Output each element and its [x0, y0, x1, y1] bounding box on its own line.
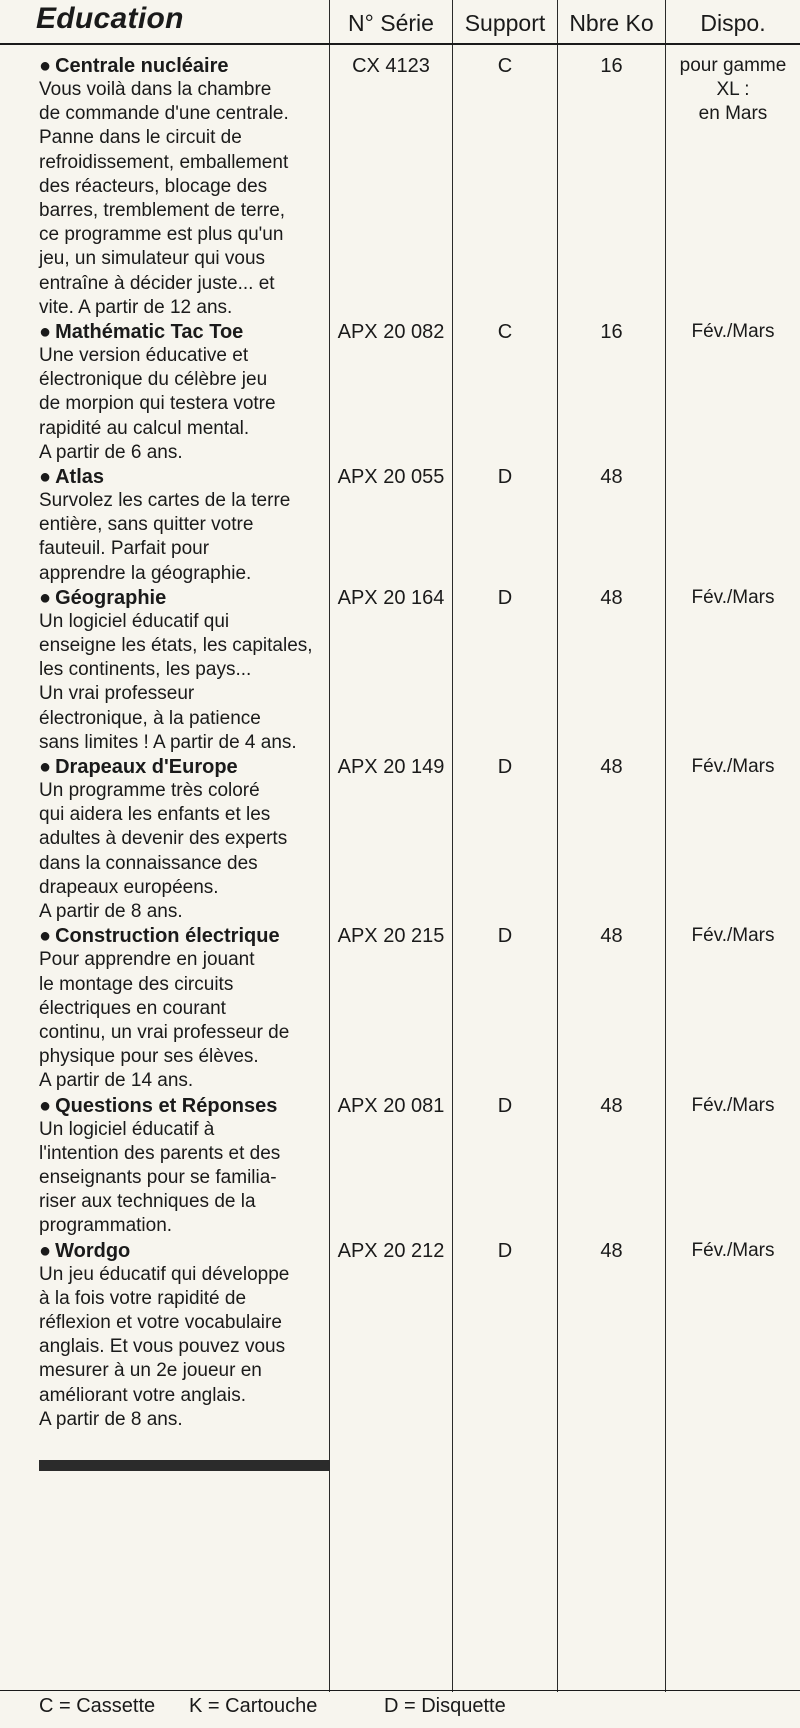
description-line: le montage des circuits: [39, 973, 234, 995]
description-line: Un jeu éducatif qui développe: [39, 1263, 290, 1285]
description-line: physique pour ses élèves.: [39, 1046, 259, 1068]
item-title-text: Drapeaux d'Europe: [55, 756, 238, 779]
dispo-cell: [666, 1239, 800, 1263]
item-description: [39, 948, 329, 1093]
column-rule: [665, 0, 666, 1692]
dispo-cell: [666, 924, 800, 948]
item-title-text: Mathématic Tac Toe: [55, 321, 244, 344]
description-line: Pour apprendre en jouant: [39, 949, 255, 971]
description-line: améliorant votre anglais.: [39, 1384, 246, 1406]
description-line: l'intention des parents et des: [39, 1142, 281, 1164]
description-line: qui aidera les enfants et les: [39, 804, 271, 826]
description-line: électriques en courant: [39, 997, 226, 1019]
description-line: Un logiciel éducatif qui: [39, 610, 230, 632]
item-title: [39, 755, 329, 779]
nbre-ko-cell: 48: [600, 1095, 623, 1117]
item-title-text: Géographie: [55, 586, 167, 609]
end-bar: [39, 1460, 329, 1471]
list-item: [39, 1094, 329, 1239]
nbre-ko-cell: 16: [600, 55, 623, 77]
dispo-line: Fév./Mars: [691, 321, 775, 342]
dispo-cell: [666, 54, 800, 126]
dispo-cell: [666, 755, 800, 779]
bullet-icon: ●: [39, 321, 52, 344]
description-line: électronique, à la patience: [39, 707, 261, 729]
description-line: enseigne les états, les capitales,: [39, 635, 313, 657]
description-line: ce programme est plus qu'un: [39, 224, 284, 246]
column-header-nbre-ko: Nbre Ko: [569, 10, 654, 36]
description-line: de morpion qui testera votre: [39, 393, 276, 415]
description-line: jeu, un simulateur qui vous: [39, 248, 266, 270]
description-line: drapeaux européens.: [39, 876, 219, 898]
legend-cartouche: K = Cartouche: [189, 1695, 318, 1717]
item-title-text: Atlas: [55, 466, 104, 489]
description-line: enseignants pour se familia-: [39, 1166, 277, 1188]
dispo-line: Fév./Mars: [691, 1095, 775, 1116]
description-line: entraîne à décider juste... et: [39, 272, 275, 294]
dispo-line: Fév./Mars: [691, 925, 775, 946]
description-column: [39, 54, 329, 1432]
serie-cell: APX 20 055: [337, 466, 445, 488]
item-title: [39, 1094, 329, 1118]
description-line: Une version éducative et: [39, 345, 249, 367]
description-line: programmation.: [39, 1215, 173, 1237]
support-cell: D: [497, 1240, 513, 1262]
serie-cell: APX 20 149: [337, 756, 445, 778]
column-header-support: Support: [464, 10, 546, 36]
dispo-line: Fév./Mars: [691, 756, 775, 777]
list-item: [39, 54, 329, 320]
bullet-icon: ●: [39, 1094, 52, 1117]
description-line: des réacteurs, blocage des: [39, 175, 268, 197]
bullet-icon: ●: [39, 466, 52, 489]
description-line: A partir de 14 ans.: [39, 1070, 194, 1092]
item-description: [39, 1263, 329, 1432]
list-item: [39, 755, 329, 924]
list-item: [39, 320, 329, 465]
column-rule: [557, 0, 558, 1692]
list-item: [39, 924, 329, 1093]
item-description: [39, 610, 329, 755]
support-cell: D: [497, 1095, 513, 1117]
support-cell: C: [497, 55, 513, 77]
legend-cassette: C = Cassette: [39, 1695, 156, 1717]
footer-rule: [0, 1690, 800, 1691]
dispo-cell: [666, 586, 800, 610]
item-title: [39, 1239, 329, 1263]
item-title-text: Construction électrique: [55, 925, 280, 948]
column-rule: [329, 0, 330, 1692]
column-rule: [452, 0, 453, 1692]
description-line: Vous voilà dans la chambre: [39, 79, 272, 100]
nbre-ko-cell: 48: [600, 925, 623, 947]
description-line: électronique du célèbre jeu: [39, 369, 268, 391]
nbre-ko-cell: 48: [600, 587, 623, 609]
dispo-line: en Mars: [698, 103, 768, 124]
column-header-dispo: Dispo.: [700, 10, 766, 36]
dispo-line: Fév./Mars: [691, 1240, 775, 1261]
item-description: [39, 1118, 329, 1239]
description-line: A partir de 8 ans.: [39, 1408, 183, 1430]
description-line: de commande d'une centrale.: [39, 103, 289, 125]
support-cell: D: [497, 756, 513, 778]
support-cell: D: [497, 925, 513, 947]
serie-cell: APX 20 164: [337, 587, 445, 609]
item-description: [39, 779, 329, 924]
dispo-line: Fév./Mars: [691, 587, 775, 608]
dispo-cell: [666, 1094, 800, 1118]
item-description: [39, 78, 329, 320]
description-line: anglais. Et vous pouvez vous: [39, 1336, 286, 1358]
description-line: adultes à devenir des experts: [39, 828, 288, 850]
list-item: [39, 1239, 329, 1432]
nbre-ko-cell: 48: [600, 466, 623, 488]
bullet-icon: ●: [39, 756, 52, 779]
support-cell: D: [497, 587, 513, 609]
dispo-line: XL :: [716, 79, 750, 100]
nbre-ko-cell: 48: [600, 756, 623, 778]
item-title: [39, 924, 329, 948]
support-cell: C: [497, 321, 513, 343]
description-line: mesurer à un 2e joueur en: [39, 1360, 262, 1382]
nbre-ko-cell: 16: [600, 321, 623, 343]
nbre-ko-cell: 48: [600, 1240, 623, 1262]
description-line: continu, un vrai professeur de: [39, 1021, 290, 1043]
description-line: entière, sans quitter votre: [39, 514, 254, 536]
item-title: [39, 586, 329, 610]
legend-disquette: D = Disquette: [384, 1695, 506, 1717]
description-line: apprendre la géographie.: [39, 562, 252, 584]
description-line: barres, tremblement de terre,: [39, 200, 286, 222]
item-title-text: Wordgo: [55, 1239, 131, 1262]
description-line: les continents, les pays...: [39, 659, 252, 681]
description-line: dans la connaissance des: [39, 852, 258, 874]
list-item: [39, 586, 329, 755]
description-line: réflexion et votre vocabulaire: [39, 1311, 282, 1333]
serie-cell: APX 20 082: [337, 321, 445, 343]
description-line: rapidité au calcul mental.: [39, 417, 250, 439]
dispo-line: pour gamme: [679, 55, 787, 76]
description-line: refroidissement, emballement: [39, 151, 289, 173]
support-cell: D: [497, 466, 513, 488]
description-line: Panne dans le circuit de: [39, 127, 242, 149]
bullet-icon: ●: [39, 586, 52, 609]
description-line: Survolez les cartes de la terre: [39, 490, 291, 512]
item-title-text: Centrale nucléaire: [55, 55, 229, 77]
description-line: à la fois votre rapidité de: [39, 1287, 247, 1309]
serie-cell: APX 20 215: [337, 925, 445, 947]
description-line: Un logiciel éducatif à: [39, 1118, 215, 1140]
section-title: Education: [36, 2, 184, 35]
serie-cell: APX 20 081: [337, 1095, 445, 1117]
description-line: sans limites ! A partir de 4 ans.: [39, 731, 297, 753]
item-description: [39, 344, 329, 465]
column-header-serie: N° Série: [348, 10, 434, 36]
item-description: [39, 489, 329, 586]
list-item: [39, 465, 329, 586]
bullet-icon: ●: [39, 925, 52, 948]
description-line: A partir de 8 ans.: [39, 901, 183, 923]
description-line: A partir de 6 ans.: [39, 441, 183, 463]
description-line: Un vrai professeur: [39, 683, 195, 705]
description-line: riser aux techniques de la: [39, 1191, 256, 1213]
bullet-icon: ●: [39, 1239, 52, 1262]
description-line: vite. A partir de 12 ans.: [39, 296, 233, 318]
description-line: fauteuil. Parfait pour: [39, 538, 210, 560]
item-title: [39, 54, 329, 78]
serie-cell: CX 4123: [352, 55, 430, 77]
header-rule: [0, 43, 800, 45]
item-title: [39, 465, 329, 489]
item-title-text: Questions et Réponses: [55, 1094, 278, 1117]
item-title: [39, 320, 329, 344]
bullet-icon: ●: [39, 55, 52, 77]
serie-cell: APX 20 212: [337, 1240, 445, 1262]
description-line: Un programme très coloré: [39, 780, 260, 802]
dispo-cell: [666, 320, 800, 344]
